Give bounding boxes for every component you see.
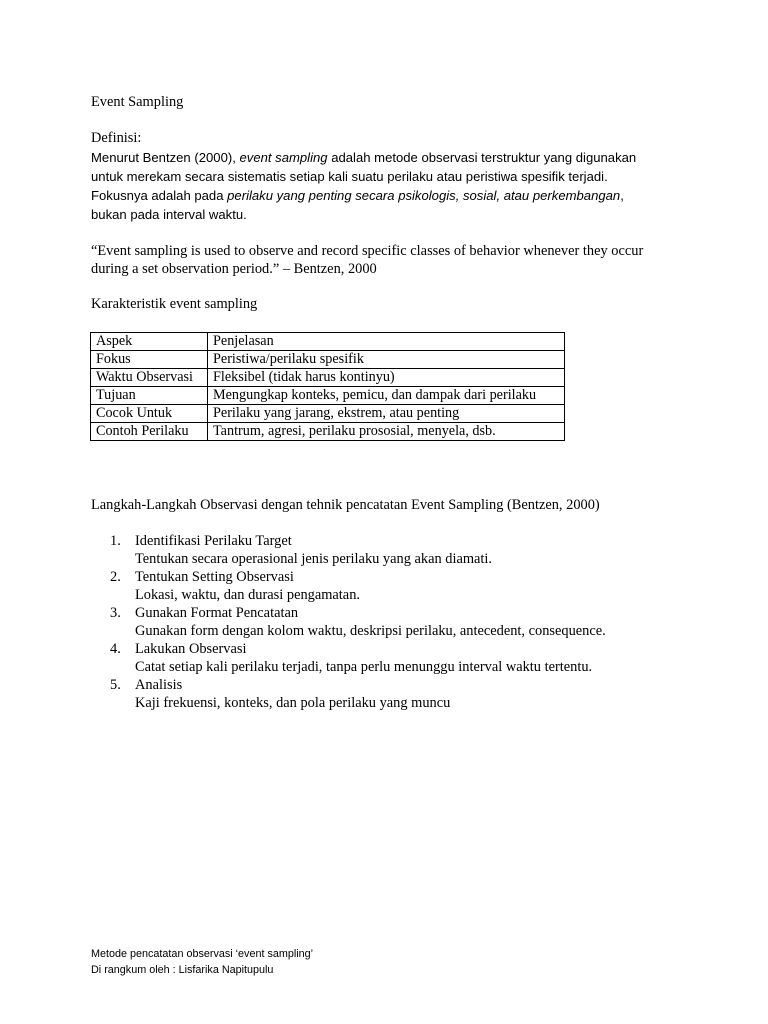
table-row	[91, 351, 565, 369]
definition-text: adalah metode observasi terstruktur yang digunakan	[327, 150, 637, 165]
list-item	[110, 676, 670, 712]
step-title: Lakukan Observasi	[135, 641, 247, 657]
table-row	[91, 387, 565, 405]
step-description: Lokasi, waktu, dan durasi pengamatan.	[135, 587, 360, 603]
step-title: Tentukan Setting Observasi	[135, 569, 294, 585]
definition-emphasis: event sampling	[239, 150, 328, 165]
quote-line: during a set observation period.” – Bentzen, 2000	[91, 261, 377, 277]
table-cell-description: Fleksibel (tidak harus kontinyu)	[208, 369, 565, 387]
characteristics-heading: Karakteristik event sampling	[91, 296, 258, 312]
list-item	[110, 568, 670, 604]
list-item	[110, 604, 670, 640]
list-item	[110, 640, 670, 676]
step-description: Kaji frekuensi, konteks, dan pola perilaku yang muncu	[135, 695, 451, 711]
page-footer	[91, 946, 313, 978]
definition-text: ,	[620, 188, 624, 203]
characteristics-table	[90, 332, 565, 441]
list-item	[110, 532, 670, 568]
step-number: 5.	[110, 677, 121, 693]
step-number: 1.	[110, 533, 121, 549]
table-row	[91, 369, 565, 387]
step-description: Tentukan secara operasional jenis perilaku yang akan diamati.	[135, 551, 493, 567]
table-cell-aspect: Waktu Observasi	[91, 369, 208, 387]
bentzen-quote	[91, 242, 711, 278]
definition-line: bukan pada interval waktu.	[91, 207, 247, 222]
steps-list	[110, 532, 670, 712]
step-title: Identifikasi Perilaku Target	[135, 533, 292, 549]
definition-line: untuk merekam secara sistematis setiap kali suatu perilaku atau peristiwa spesifik terjadi.	[91, 169, 608, 184]
table-cell-description: Peristiwa/perilaku spesifik	[208, 351, 565, 369]
step-number: 3.	[110, 605, 121, 621]
definition-paragraph	[91, 148, 691, 224]
definition-line	[91, 148, 691, 167]
table-cell-aspect: Tujuan	[91, 387, 208, 405]
footer-line: Di rangkum oleh : Lisfarika Napitupulu	[91, 964, 274, 976]
table-cell-aspect: Cocok Untuk	[91, 405, 208, 423]
definition-line	[91, 186, 691, 205]
step-description: Gunakan form dengan kolom waktu, deskripsi perilaku, antecedent, consequence.	[135, 623, 606, 639]
definition-emphasis: perilaku yang penting secara psikologis, sosial, atau perkembangan	[227, 188, 621, 203]
definition-text: Menurut Bentzen (2000),	[91, 150, 240, 165]
table-cell-aspect: Contoh Perilaku	[91, 423, 208, 441]
table-cell-aspect: Fokus	[91, 351, 208, 369]
table-cell-description: Penjelasan	[208, 333, 565, 351]
step-title: Gunakan Format Pencatatan	[135, 605, 299, 621]
definition-heading: Definisi:	[91, 130, 142, 146]
step-title: Analisis	[135, 677, 183, 693]
quote-line: “Event sampling is used to observe and record specific classes of behavior whenever they occur	[91, 243, 644, 259]
table-row	[91, 423, 565, 441]
table-cell-description: Tantrum, agresi, perilaku prososial, menyela, dsb.	[208, 423, 565, 441]
step-number: 4.	[110, 641, 121, 657]
document-title: Event Sampling	[91, 94, 184, 110]
footer-line: Metode pencatatan observasi ‘event sampling’	[91, 948, 314, 960]
definition-text: Fokusnya adalah pada	[91, 188, 228, 203]
step-number: 2.	[110, 569, 121, 585]
table-cell-description: Mengungkap konteks, pemicu, dan dampak dari perilaku	[208, 387, 565, 405]
table-row	[91, 333, 565, 351]
steps-heading: Langkah-Langkah Observasi dengan tehnik pencatatan Event Sampling (Bentzen, 2000)	[91, 497, 600, 513]
table-cell-description: Perilaku yang jarang, ekstrem, atau penting	[208, 405, 565, 423]
table-row	[91, 405, 565, 423]
step-description: Catat setiap kali perilaku terjadi, tanpa perlu menunggu interval waktu tertentu.	[135, 659, 593, 675]
table-cell-aspect: Aspek	[91, 333, 208, 351]
